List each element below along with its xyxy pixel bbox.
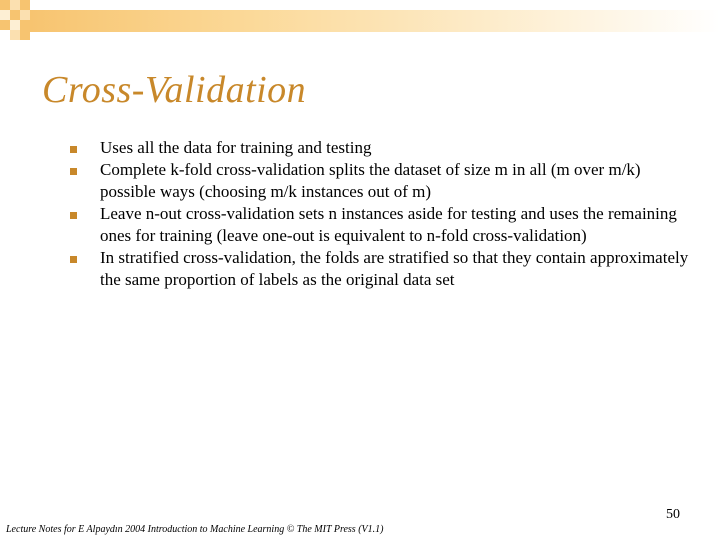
bullet-text: In stratified cross-validation, the folds are stratified so that they contain approximately the same proportion of labels as the original data set: [100, 248, 689, 289]
bullet-item: [70, 247, 690, 291]
bullet-item: [70, 137, 690, 159]
decor-square: [20, 10, 30, 20]
header-gradient-band: [30, 10, 720, 32]
decor-square: [0, 20, 10, 30]
bullet-text: Leave n-out cross-validation sets n instances aside for testing and uses the remaining ones for training (leave one-out is equivalent to n-fold cross-validation): [100, 204, 677, 245]
square-bullet-icon: [70, 146, 77, 153]
bullet-text: Complete k-fold cross-validation splits the dataset of size m in all (m over m/k) possible ways (choosing m/k instances out of m): [100, 160, 641, 201]
decor-square: [10, 0, 20, 10]
bullet-item: [70, 159, 690, 203]
slide-title: Cross-Validation: [42, 69, 307, 111]
decor-square: [20, 30, 30, 40]
footer-credit: Lecture Notes for E Alpaydın 2004 Introduction to Machine Learning © The MIT Press (V1.1): [6, 524, 384, 535]
bullet-text: Uses all the data for training and testing: [100, 138, 372, 157]
decor-square: [20, 20, 30, 30]
bullet-item: [70, 203, 690, 247]
decor-square: [0, 10, 10, 20]
page-number: 50: [666, 507, 680, 522]
decor-square: [0, 0, 10, 10]
decor-square: [20, 0, 30, 10]
decor-square: [10, 10, 20, 20]
decor-square: [10, 20, 20, 30]
square-bullet-icon: [70, 168, 77, 175]
decor-square: [10, 30, 20, 40]
header-decoration: [0, 0, 720, 60]
bullet-list: [70, 137, 690, 291]
square-bullet-icon: [70, 212, 77, 219]
square-bullet-icon: [70, 256, 77, 263]
